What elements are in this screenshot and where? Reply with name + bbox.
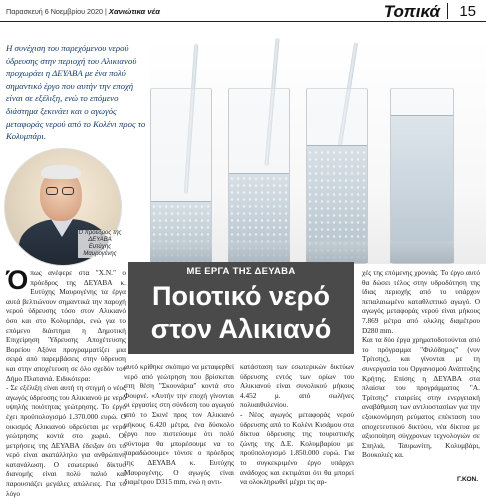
lead-paragraph: Η συνέχιση του παρεχόμενου νερού ύδρευσης στην περιοχή του Αλικιανού προχωράει η ΔΕΥΑΒΑ με ένα πολύ σημαντικό έργο που αυτήν την εποχή είναι σε εξέλιξη, ενώ το επόμενο διάστημα ξεκινάει και ο αγωγός μεταφοράς νερού από το Κολένι προς το Κολυμπάρι. (6, 43, 146, 142)
article-column-3 (240, 362, 354, 487)
section-title: Τοπικά (383, 2, 440, 21)
article-paragraph: - Νέος αγωγός μεταφοράς νερού ύδρευσης από το Κολένι Κισάμου στα δίκτυα ύδρευσης της τουριστικής ζώνης της Δ.Ε. Κολυμβαρίου με προϋπολογισμό 1.850.000 ευρώ. Για το συγκεκριμένο έργο υπάρχει ανάδοχος και εκτιμάται ότι θα μπορεί να ολοκληρωθεί μέχρι τις αρ- (240, 409, 354, 487)
page-header (0, 0, 486, 22)
article-paragraph (6, 265, 126, 383)
portrait-caption: Ο πρόεδρος της ΔΕΥΑΒΑ Ευτύχης Μαυρογένης (78, 230, 122, 257)
author-signature: Γ.ΚΟΝ. (457, 476, 478, 483)
page-number: 15 (459, 3, 476, 20)
article-paragraph: - Σε εξέλιξη είναι αυτή τη στιγμή ο νέος αγωγός ύδρευσης του Αλικιανού με νερό υψηλής ποιότητας γεώτρησης. Το έργο έχει προϋπολογισμό 1.370.000 ευρώ. Ο οικισμός Αλικιανού υδρεύεται με νερό γεώτρησης κοντά στο χωριό. Οι μετρήσεις της ΔΕΥΑΒΑ έδειξαν ότι το νερό είναι ακατάλληλο για ανθρώπινη κατανάλωση. Ο εσωτερικό δίκτυο διανομής είναι πολύ παλιό και παρουσιάζει μεγάλες απώλειες. Για το λόγο (6, 383, 126, 498)
newspaper-brand: Χανιώτικα νέα (108, 7, 160, 16)
headline-box (128, 262, 354, 354)
article-paragraph: αυτό κρίθηκε σκόπιμο να μεταφερθεί νερό από γεώτρηση που βρίσκεται στη θέση "Σκουνάρια" κοντά στο Φουρνέ. «Αυτήν την εποχή γίνονται οι εργασίες στη σύνδεση του αγωγού από το Σκινέ προς τον Αλικιανό μήκους 6.420 μέτρα, ένα δύσκολο έργο που πιστεύουμε ότι πολύ σύντομα θα μπορέσουμε να το παραδώσουμε» τόνισε ο πρόεδρος της ΔΕΥΑΒΑ κ. Ευτύχης Μαυρογένης. Ο αγωγός είναι διαμέτρου D315 mm, ενώ η αντι- (124, 362, 234, 487)
article-column-4 (362, 268, 480, 460)
water-glass (150, 88, 212, 264)
water-glasses-photo (150, 38, 486, 264)
article-column-1 (6, 265, 126, 498)
water-glass (390, 88, 454, 264)
water-glass (306, 88, 368, 264)
article-column-2 (124, 362, 234, 487)
header-divider (447, 3, 448, 19)
article-paragraph: κατάσταση των εσωτερικών δικτύων ύδρευσης εντός των ορίων του Αλικιανού είναι συνολικού μήκους 4.452 μ. από σωλήνες πολυαιθυλενίου. (240, 362, 354, 410)
issue-date-text: Παρασκευή 6 Νοεμβρίου 2020 | (6, 7, 107, 16)
issue-date (6, 7, 160, 16)
water-glass (228, 88, 290, 264)
drop-cap: Ό (6, 265, 29, 295)
headline-title: Ποιοτικό νερό στον Αλικιανό (150, 281, 332, 344)
headline-kicker: ΜΕ ΕΡΓΑ ΤΗΣ ΔΕΥΑΒΑ (186, 266, 296, 277)
article-paragraph: χές της επόμενης χρονιάς. Το έργο αυτό θα δώσει τέλος στην υδροδότηση της ίδιας περιοχής από το υπάρχον πεπαλαιωμένο καταθλιπτικό αγωγό. Ο αγωγός μεταφοράς νερού είναι μήκους 7.869 μέτρα από ολκλης διαμέτρου D280 mm. (362, 268, 480, 335)
article-paragraph: Και τα δύο έργα χρηματοδοτούνται από το πρόγραμμα "Φιλόδημος" (νυν Τρίτσης), και γίνονται με τη συνεργασία του Οργανισμού Ανάπτυξης Κρήτης. Επίσης η ΔΕΥΑΒΑ στα πλαίσια του προγράμματος "Α. Τρίτσης" εταιρείες στην ενεργειακή αναβάθμιση των αντλιοστασίων για την εξοικονόμηση ρεύματος επέκταση του αποχετευτικού δικτύου, νέα δίκτυα με αξιοποίηση σύγχρονων τεχνολογιών σε Σπηλιά, Ταυρωνίτη, Κολυμβάρι, Βουκολιές κα. (362, 335, 480, 460)
paragraph-text: πως ανέφερε στα "Χ.Ν." ο πρόεδρος της ΔΕΥΑΒΑ κ. Ευτύχης Μαυρογένης τα έργα αυτά βελτιώνουν σημαντικά την παροχή νερού ύδρευσης τόσο στον Αλικιανό όσο και στο Κολυμπάρι, ενώ για το επόμενο διάστημα η Δημοτική Επιχείρηση Ύδρευσης Αποχέτευσης Βορείου Αξόνα προγραμματίζει μια σειρά από παρεμβάσεις στην ύδρευση και στην αποχέτευση σε όλο σχεδόν τον Δήμο Πλατανιά. Ειδικότερα: (6, 268, 126, 383)
